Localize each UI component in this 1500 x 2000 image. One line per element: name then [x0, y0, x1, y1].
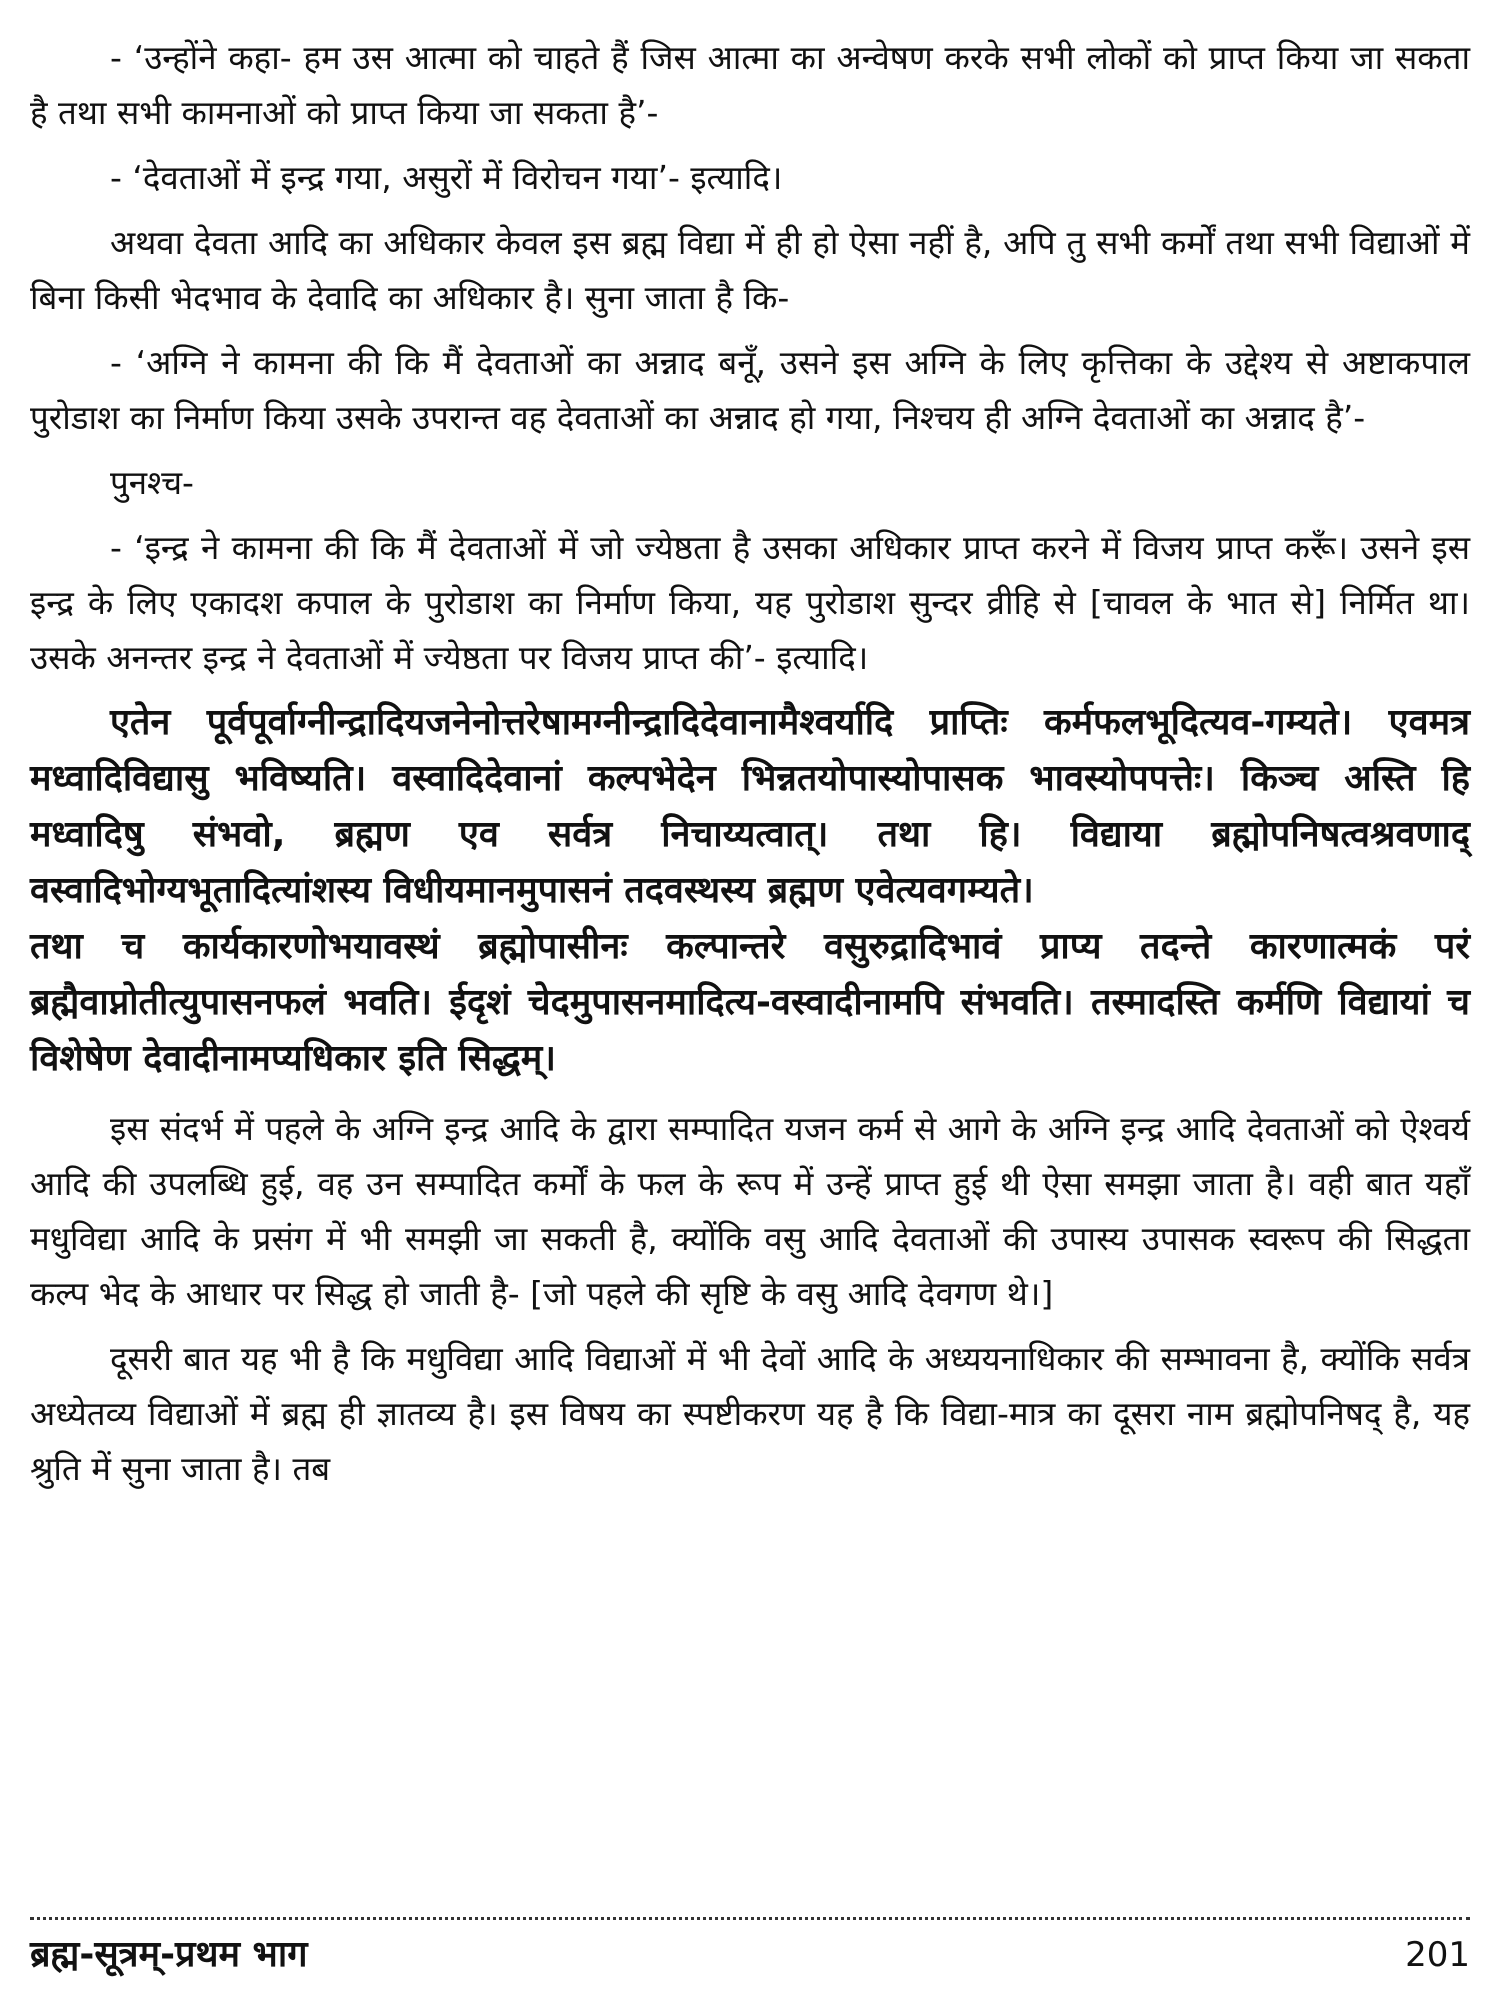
- commentary-paragraph-2: दूसरी बात यह भी है कि मधुविद्या आदि विद्याओं में भी देवों आदि के अध्ययनाधिकार की सम्भावना है, क्योंकि सर्वत्र अध्येतव्य विद्याओं में ब्रह्म ही ज्ञातव्य है। इस विषय का स्पष्टीकरण यह है कि विद्या-मात्र का दूसरा नाम ब्रह्मोपनिषद् है, यह श्रुति में सुना जाता है। तब: [30, 1339, 1470, 1488]
- footer-book-title: ब्रह्म-सूत्रम्-प्रथम भाग: [30, 1934, 308, 1975]
- quote-paragraph-indra: - ‘इन्द्र ने कामना की कि मैं देवताओं में जो ज्येष्ठता है उसका अधिकार प्राप्त करने में विजय प्राप्त करूँ। उसने इस इन्द्र के लिए एकादश कपाल के पुरोडाश का निर्माण किया, यह पुरोडाश सुन्दर व्रीहि से [चावल के भात से] निर्मित था। उसके अनन्तर इन्द्र ने देवताओं में ज्येष्ठता पर विजय प्राप्त की’- इत्यादि।: [30, 528, 1470, 677]
- body-text: [30, 30, 1470, 1506]
- quote-paragraph-1: - ‘उन्होंने कहा- हम उस आत्मा को चाहते हैं जिस आत्मा का अन्वेषण करके सभी लोकों को प्राप्त किया जा सकता है तथा सभी कामनाओं को प्राप्त किया जा सकता है’-: [30, 38, 1470, 132]
- sanskrit-passage: [30, 695, 1470, 1087]
- quote-paragraph-agni: - ‘अग्नि ने कामना की कि मैं देवताओं का अन्नाद बनूँ, उसने इस अग्नि के लिए कृत्तिका के उद्देश्य से अष्टाकपाल पुरोडाश का निर्माण किया उसके उपरान्त वह देवताओं का अन्नाद हो गया, निश्चय ही अग्नि देवताओं का अन्नाद है’-: [30, 343, 1470, 437]
- footer-divider: [30, 1917, 1470, 1920]
- page-number: 201: [1405, 1935, 1470, 1975]
- paragraph-adhikara: अथवा देवता आदि का अधिकार केवल इस ब्रह्म विद्या में ही हो ऐसा नहीं है, अपि तु सभी कर्मों तथा सभी विद्याओं में बिना किसी भेदभाव के देवादि का अधिकार है। सुना जाता है कि-: [30, 223, 1470, 317]
- punashcha-label: पुनश्च-: [110, 463, 194, 502]
- quote-paragraph-2: - ‘देवताओं में इन्द्र गया, असुरों में विरोचन गया’- इत्यादि।: [110, 158, 783, 197]
- sanskrit-passage-part-2: तथा च कार्यकारणोभयावस्थं ब्रह्मोपासीनः कल्पान्तरे वसुरुद्रादिभावं प्राप्य तदन्ते कारणात्मकं परं ब्रह्मैवाप्नोतीत्युपासनफलं भवति। ईदृशं चेदमुपासनमादित्य-वस्वादीनामपि संभवति। तस्मादस्ति कर्मणि विद्यायां च विशेषेण देवादीनामप्यधिकार इति सिद्धम्।: [30, 926, 1470, 1079]
- commentary-paragraph-1: इस संदर्भ में पहले के अग्नि इन्द्र आदि के द्वारा सम्पादित यजन कर्म से आगे के अग्नि इन्द्र आदि देवताओं को ऐश्वर्य आदि की उपलब्धि हुई, वह उन सम्पादित कर्मों के फल के रूप में उन्हें प्राप्त हुई थी ऐसा समझा जाता है। वही बात यहाँ मधुविद्या आदि के प्रसंग में भी समझी जा सकती है, क्योंकि वसु आदि देवताओं की उपास्य उपासक स्वरूप की सिद्धता कल्प भेद के आधार पर सिद्ध हो जाती है- [जो पहले की सृष्टि के वसु आदि देवगण थे।]: [30, 1109, 1470, 1313]
- sanskrit-passage-part-1: एतेन पूर्वपूर्वाग्नीन्द्रादियजनेनोत्तरेषामग्नीन्द्रादिदेवानामैश्वर्यादि प्राप्तिः कर्मफलभूदित्यव-गम्यते। एवमत्र मध्वादिविद्यासु भविष्यति। वस्वादिदेवानां कल्पभेदेन भिन्नतयोपास्योपासक भावस्योपपत्तेः। किञ्च अस्ति हि मध्वादिषु संभवो, ब्रह्मण एव सर्वत्र निचाय्यत्वात्। तथा हि। विद्याया ब्रह्मोपनिषत्वश्रवणाद् वस्वादिभोग्यभूतादित्यांशस्य विधीयमानमुपासनं तदवस्थस्य ब्रह्मण एवेत्यवगम्यते।: [30, 702, 1470, 911]
